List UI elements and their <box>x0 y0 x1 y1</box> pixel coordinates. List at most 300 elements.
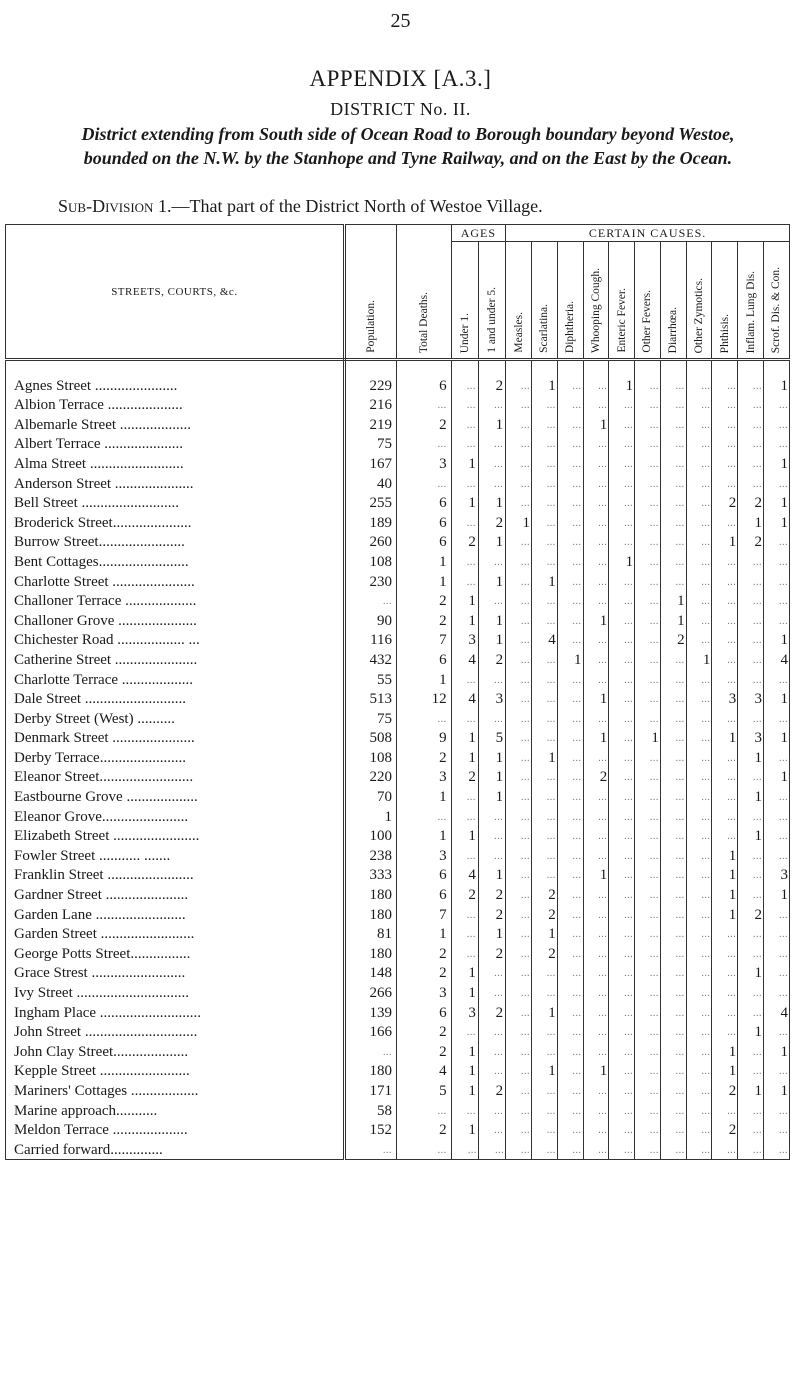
cell-1: 116 <box>344 630 396 650</box>
cell-14: 1 <box>738 786 764 806</box>
empty-marker: ... <box>752 576 762 588</box>
cell-4: 3 <box>478 689 505 709</box>
cell-4: 1 <box>478 571 505 591</box>
empty-marker: ... <box>701 948 711 960</box>
empty-marker: ... <box>624 498 634 510</box>
cell-6: 2 <box>531 884 557 904</box>
empty-marker: ... <box>520 654 530 666</box>
cell-9 <box>609 493 635 513</box>
cell-6 <box>531 453 557 473</box>
street-name: Anderson Street ..................... <box>6 473 345 493</box>
cell-4: 2 <box>478 1080 505 1100</box>
carried-forward-cell <box>397 1139 452 1159</box>
empty-marker: ... <box>779 1105 788 1117</box>
cell-3 <box>451 414 478 434</box>
empty-marker: ... <box>727 1144 737 1156</box>
cell-15 <box>763 963 789 983</box>
cell-14 <box>738 414 764 434</box>
empty-marker: ... <box>675 988 685 999</box>
empty-marker: ... <box>727 380 737 392</box>
cell-1: 333 <box>344 865 396 885</box>
cell-1: 40 <box>344 473 396 493</box>
table-row <box>6 493 790 513</box>
cell-13: 1 <box>712 1041 738 1061</box>
cell-13 <box>712 434 738 454</box>
empty-marker: ... <box>624 1027 634 1039</box>
cell-6: 1 <box>531 747 557 767</box>
cell-13 <box>712 453 738 473</box>
table-row <box>6 375 790 395</box>
cell-13 <box>712 630 738 650</box>
empty-marker: ... <box>598 380 608 392</box>
empty-marker: ... <box>675 458 685 470</box>
column-header <box>451 242 478 360</box>
empty-marker: ... <box>779 968 788 980</box>
cell-12 <box>686 1061 712 1081</box>
district-description: District extending from South side of Ocean Road to Borough boundary beyond Westoe, bounded on the N.W. by the Stanhope and Tyne Railway, and on the East by the Ocean. <box>81 124 735 168</box>
cell-7 <box>557 786 583 806</box>
table-row <box>6 747 790 767</box>
cell-6 <box>531 669 557 689</box>
cell-5 <box>506 1061 532 1081</box>
cell-7 <box>557 845 583 865</box>
cell-6 <box>531 963 557 983</box>
cell-8 <box>583 708 609 728</box>
empty-marker: ... <box>494 1046 504 1058</box>
cell-9 <box>609 610 635 630</box>
empty-marker: ... <box>624 1007 634 1019</box>
empty-marker: ... <box>624 478 634 490</box>
cell-2: 7 <box>397 630 452 650</box>
empty-marker: ... <box>624 1125 634 1137</box>
cell-15: 1 <box>763 689 789 709</box>
empty-marker: ... <box>466 439 476 451</box>
cell-15: 1 <box>763 767 789 787</box>
empty-marker: ... <box>624 654 634 666</box>
cell-8 <box>583 1022 609 1042</box>
empty-marker: ... <box>649 792 659 804</box>
cell-8 <box>583 532 609 552</box>
cell-15 <box>763 982 789 1002</box>
cell-7 <box>557 669 583 689</box>
empty-marker: ... <box>701 772 711 784</box>
empty-marker: ... <box>520 733 530 745</box>
cell-13: 1 <box>712 728 738 748</box>
cell-13 <box>712 414 738 434</box>
empty-marker: ... <box>520 576 530 588</box>
empty-marker: ... <box>701 694 711 706</box>
cell-1: 171 <box>344 1080 396 1100</box>
empty-marker: ... <box>546 1144 556 1156</box>
empty-marker: ... <box>752 870 762 882</box>
cell-10 <box>635 1080 661 1100</box>
empty-marker: ... <box>520 596 530 608</box>
cell-8 <box>583 669 609 689</box>
table-row <box>6 434 790 454</box>
cell-7 <box>557 414 583 434</box>
cell-8 <box>583 1041 609 1061</box>
cell-14 <box>738 1002 764 1022</box>
cell-6 <box>531 845 557 865</box>
cell-15 <box>763 1120 789 1140</box>
empty-marker: ... <box>598 850 608 862</box>
empty-marker: ... <box>467 1144 477 1156</box>
column-header <box>397 225 452 360</box>
street-name: Charlotte Street ...................... <box>6 571 345 591</box>
cell-6 <box>531 473 557 493</box>
spacer-cell <box>660 360 686 376</box>
cell-2: 6 <box>397 512 452 532</box>
cell-14 <box>738 1120 764 1140</box>
table-row <box>6 1120 790 1140</box>
cell-12 <box>686 1100 712 1120</box>
cell-10 <box>635 512 661 532</box>
cell-1: 108 <box>344 551 396 571</box>
cell-9 <box>609 532 635 552</box>
cell-3: 1 <box>451 963 478 983</box>
empty-marker: ... <box>572 1027 582 1039</box>
cell-8 <box>583 551 609 571</box>
cell-2: 1 <box>397 669 452 689</box>
cell-3 <box>451 473 478 493</box>
cell-5 <box>506 532 532 552</box>
cell-2: 1 <box>397 571 452 591</box>
cell-8 <box>583 826 609 846</box>
cell-5 <box>506 434 532 454</box>
cell-13 <box>712 943 738 963</box>
cell-5 <box>506 414 532 434</box>
street-name: Bell Street .......................... <box>6 493 345 513</box>
cell-2 <box>397 708 452 728</box>
cell-12 <box>686 395 712 415</box>
cell-4 <box>478 669 505 689</box>
cell-3 <box>451 669 478 689</box>
cell-7 <box>557 767 583 787</box>
empty-marker: ... <box>598 1125 608 1137</box>
empty-marker: ... <box>675 556 685 568</box>
empty-marker: ... <box>598 811 608 823</box>
cell-4 <box>478 708 505 728</box>
empty-marker: ... <box>546 537 556 549</box>
empty-marker: ... <box>675 674 685 686</box>
cell-9 <box>609 630 635 650</box>
empty-marker: ... <box>624 458 634 470</box>
empty-marker: ... <box>466 674 476 686</box>
empty-marker: ... <box>598 831 608 843</box>
cell-9 <box>609 395 635 415</box>
cell-15 <box>763 786 789 806</box>
cell-10 <box>635 375 661 395</box>
cell-4: 1 <box>478 610 505 630</box>
cell-9 <box>609 1041 635 1061</box>
cell-10 <box>635 826 661 846</box>
cell-9 <box>609 943 635 963</box>
carried-forward-cell <box>531 1139 557 1159</box>
empty-marker: ... <box>466 478 476 490</box>
cell-10 <box>635 669 661 689</box>
cell-11 <box>660 1120 686 1140</box>
cell-4 <box>478 845 505 865</box>
cell-5 <box>506 982 532 1002</box>
empty-marker: ... <box>675 1027 685 1039</box>
cell-2: 3 <box>397 767 452 787</box>
cell-1: 216 <box>344 395 396 415</box>
empty-marker: ... <box>649 811 659 823</box>
cell-11 <box>660 865 686 885</box>
cell-5 <box>506 630 532 650</box>
empty-marker: ... <box>624 792 634 804</box>
cell-1 <box>344 591 396 611</box>
empty-marker: ... <box>572 596 582 608</box>
cell-2: 2 <box>397 1022 452 1042</box>
cell-2: 2 <box>397 610 452 630</box>
empty-marker: ... <box>598 988 608 999</box>
cell-15 <box>763 610 789 630</box>
column-header <box>344 225 396 360</box>
subdivision-text: 1.—That part of the District North of Westoe Village. <box>153 196 543 216</box>
cell-11 <box>660 786 686 806</box>
cell-6 <box>531 414 557 434</box>
cell-15: 1 <box>763 630 789 650</box>
empty-marker: ... <box>437 478 447 490</box>
cell-3: 1 <box>451 747 478 767</box>
cell-4 <box>478 1022 505 1042</box>
appendix-title: APPENDIX [A.3.] <box>309 66 492 91</box>
cell-5 <box>506 610 532 630</box>
empty-marker: ... <box>546 1125 556 1137</box>
cell-7: 1 <box>557 649 583 669</box>
empty-marker: ... <box>752 772 762 784</box>
cell-11 <box>660 845 686 865</box>
cell-5 <box>506 649 532 669</box>
cell-15 <box>763 434 789 454</box>
empty-marker: ... <box>701 537 711 549</box>
cell-7 <box>557 806 583 826</box>
cell-8 <box>583 943 609 963</box>
cell-10 <box>635 806 661 826</box>
cell-12 <box>686 473 712 493</box>
cell-13 <box>712 375 738 395</box>
spacer-cell <box>712 360 738 376</box>
cell-5 <box>506 884 532 904</box>
cell-2: 4 <box>397 1061 452 1081</box>
table-row <box>6 806 790 826</box>
empty-marker: ... <box>520 1046 530 1058</box>
table-row <box>6 1022 790 1042</box>
cell-6 <box>531 1100 557 1120</box>
cell-6: 4 <box>531 630 557 650</box>
empty-marker: ... <box>598 654 608 666</box>
table-row <box>6 649 790 669</box>
empty-marker: ... <box>520 615 530 627</box>
empty-marker: ... <box>675 576 685 588</box>
table-row <box>6 1041 790 1061</box>
cell-3 <box>451 395 478 415</box>
cell-14 <box>738 630 764 650</box>
cell-13 <box>712 826 738 846</box>
empty-marker: ... <box>466 380 476 392</box>
cell-5 <box>506 1041 532 1061</box>
cell-5 <box>506 1022 532 1042</box>
cell-4 <box>478 1041 505 1061</box>
cell-11 <box>660 395 686 415</box>
cell-13 <box>712 924 738 944</box>
column-header <box>506 242 532 360</box>
empty-marker: ... <box>520 870 530 882</box>
empty-marker: ... <box>701 1125 711 1137</box>
cell-8: 1 <box>583 865 609 885</box>
empty-marker: ... <box>624 733 634 745</box>
empty-marker: ... <box>701 1027 711 1039</box>
cell-13 <box>712 649 738 669</box>
cell-11 <box>660 649 686 669</box>
cell-6 <box>531 806 557 826</box>
cell-9 <box>609 1100 635 1120</box>
street-name: Challoner Terrace ................... <box>6 591 345 611</box>
empty-marker: ... <box>675 811 685 823</box>
column-header-label: Other Fevers. <box>641 290 654 353</box>
empty-marker: ... <box>466 1105 476 1117</box>
street-name: Eastbourne Grove ................... <box>6 786 345 806</box>
empty-marker: ... <box>701 988 711 999</box>
cell-2: 3 <box>397 845 452 865</box>
cell-14: 2 <box>738 532 764 552</box>
empty-marker: ... <box>598 890 608 902</box>
empty-marker: ... <box>701 890 711 902</box>
cell-5 <box>506 728 532 748</box>
cell-5 <box>506 591 532 611</box>
cell-10 <box>635 1002 661 1022</box>
empty-marker: ... <box>624 968 634 980</box>
cell-9 <box>609 669 635 689</box>
cell-12 <box>686 1080 712 1100</box>
empty-marker: ... <box>520 811 530 823</box>
table-row <box>6 591 790 611</box>
carried-forward-cell <box>478 1139 505 1159</box>
cell-13 <box>712 571 738 591</box>
empty-marker: ... <box>624 752 634 764</box>
empty-marker: ... <box>779 615 788 627</box>
cell-13: 3 <box>712 689 738 709</box>
empty-marker: ... <box>466 909 476 921</box>
cell-15: 1 <box>763 512 789 532</box>
cell-4: 1 <box>478 630 505 650</box>
empty-marker: ... <box>752 478 762 490</box>
empty-marker: ... <box>520 772 530 784</box>
empty-marker: ... <box>779 831 788 843</box>
cell-14: 1 <box>738 1080 764 1100</box>
cell-3 <box>451 904 478 924</box>
empty-marker: ... <box>649 694 659 706</box>
cell-7 <box>557 1061 583 1081</box>
column-header-label: Diarrhœa. <box>667 306 680 353</box>
cell-6 <box>531 708 557 728</box>
empty-marker: ... <box>649 380 659 392</box>
cell-11 <box>660 1100 686 1120</box>
cell-15 <box>763 1061 789 1081</box>
cell-12 <box>686 963 712 983</box>
cell-14 <box>738 806 764 826</box>
empty-marker: ... <box>701 439 711 451</box>
cell-2 <box>397 395 452 415</box>
carried-forward-cell <box>451 1139 478 1159</box>
cell-7 <box>557 747 583 767</box>
cell-11 <box>660 551 686 571</box>
empty-marker: ... <box>546 419 556 431</box>
cell-6 <box>531 493 557 513</box>
cell-8 <box>583 1100 609 1120</box>
cell-3 <box>451 512 478 532</box>
cell-10 <box>635 649 661 669</box>
cell-14 <box>738 845 764 865</box>
cell-7 <box>557 982 583 1002</box>
cell-6 <box>531 649 557 669</box>
cell-12 <box>686 414 712 434</box>
cell-15 <box>763 473 789 493</box>
cell-12 <box>686 982 712 1002</box>
spacer-cell <box>557 360 583 376</box>
empty-marker: ... <box>675 1125 685 1137</box>
empty-marker: ... <box>675 380 685 392</box>
empty-marker: ... <box>572 400 582 412</box>
empty-marker: ... <box>572 439 582 451</box>
cell-8 <box>583 453 609 473</box>
cell-7 <box>557 512 583 532</box>
empty-marker: ... <box>701 811 711 823</box>
cell-8: 1 <box>583 414 609 434</box>
empty-marker: ... <box>624 576 634 588</box>
cell-4: 1 <box>478 414 505 434</box>
cell-4 <box>478 395 505 415</box>
cell-7 <box>557 1100 583 1120</box>
empty-marker: ... <box>466 576 476 588</box>
cell-15: 1 <box>763 1080 789 1100</box>
cell-5: 1 <box>506 512 532 532</box>
cell-14 <box>738 591 764 611</box>
cell-10 <box>635 708 661 728</box>
cell-6 <box>531 728 557 748</box>
empty-marker: ... <box>520 831 530 843</box>
cell-1: 90 <box>344 610 396 630</box>
cell-2 <box>397 434 452 454</box>
empty-marker: ... <box>383 1046 393 1058</box>
empty-marker: ... <box>572 890 582 902</box>
empty-marker: ... <box>727 556 737 568</box>
cell-4 <box>478 963 505 983</box>
cell-11 <box>660 493 686 513</box>
table-row <box>6 845 790 865</box>
cell-13 <box>712 473 738 493</box>
empty-marker: ... <box>520 439 530 451</box>
cell-4 <box>478 1061 505 1081</box>
cell-5 <box>506 1100 532 1120</box>
cell-15: 1 <box>763 453 789 473</box>
empty-marker: ... <box>572 419 582 431</box>
cell-11 <box>660 453 686 473</box>
cell-14 <box>738 1041 764 1061</box>
cell-9 <box>609 649 635 669</box>
cell-12 <box>686 845 712 865</box>
empty-marker: ... <box>649 929 659 941</box>
empty-marker: ... <box>624 596 634 608</box>
column-header <box>686 242 712 360</box>
cell-6 <box>531 532 557 552</box>
cell-5 <box>506 767 532 787</box>
spacer-cell <box>506 360 532 376</box>
column-header-label: Total Deaths. <box>417 291 430 353</box>
cell-10 <box>635 1120 661 1140</box>
cell-15: 1 <box>763 1041 789 1061</box>
